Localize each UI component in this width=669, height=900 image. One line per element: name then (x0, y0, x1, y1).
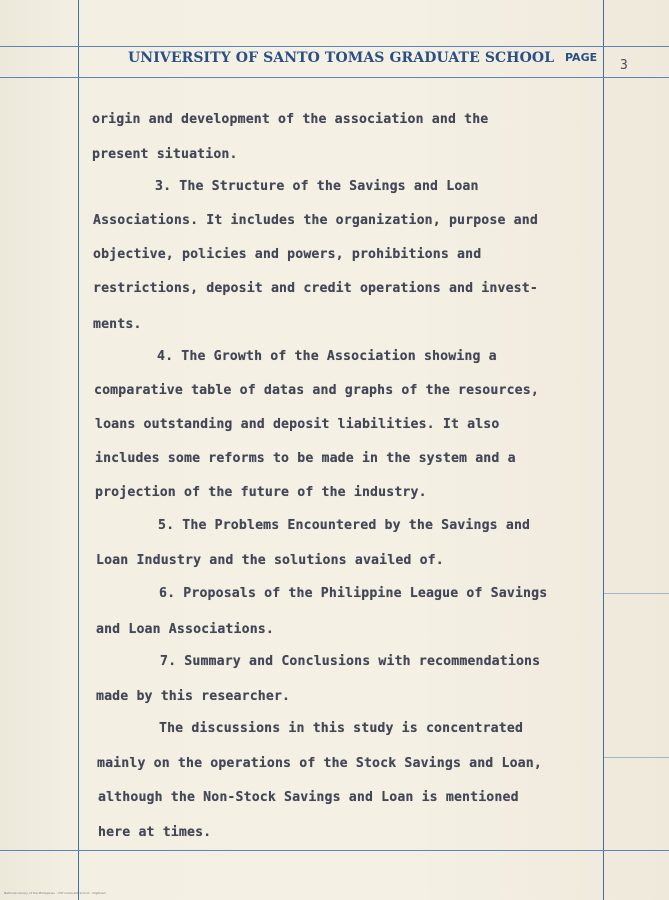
text-line: Loan Industry and the solutions availed of. (96, 553, 444, 568)
right-margin-rule (603, 0, 604, 900)
text-line: although the Non-Stock Savings and Loan is mentioned (98, 790, 519, 805)
text-line: origin and development of the association and the (92, 112, 489, 127)
text-line: here at times. (98, 825, 212, 840)
scan-footer-note: National Library of the Philippines · UST Graduate School · Digitized (4, 891, 106, 895)
list-item-5: 5. The Problems Encountered by the Savings and (158, 518, 531, 533)
right-column-rule (604, 757, 669, 758)
text-line: and Loan Associations. (96, 622, 274, 637)
paragraph-start: The discussions in this study is concentrated (159, 721, 524, 736)
text-line: includes some reforms to be made in the system and a (95, 451, 516, 466)
list-item-3: 3. The Structure of the Savings and Loan (155, 179, 479, 194)
page-label: PAGE (565, 51, 598, 64)
list-item-6: 6. Proposals of the Philippine League of Savings (159, 586, 548, 601)
list-item-7: 7. Summary and Conclusions with recommendations (160, 654, 541, 669)
header-bottom-rule (0, 77, 669, 78)
text-line: Associations. It includes the organization, purpose and (93, 213, 538, 228)
text-line: objective, policies and powers, prohibitions and (93, 247, 482, 262)
text-line: projection of the future of the industry. (95, 485, 427, 500)
text-line: ments. (93, 317, 142, 332)
text-line: present situation. (92, 147, 238, 162)
text-line: restrictions, deposit and credit operations and invest- (93, 281, 538, 296)
page-number: 3 (620, 58, 628, 73)
text-line: made by this researcher. (96, 689, 291, 704)
text-line: loans outstanding and deposit liabilities. It also (95, 417, 500, 432)
text-line: comparative table of datas and graphs of the resources, (94, 383, 539, 398)
left-margin-rule (78, 0, 79, 900)
footer-rule (0, 850, 669, 851)
list-item-4: 4. The Growth of the Association showing a (157, 349, 497, 364)
page-header-title: UNIVERSITY OF SANTO TOMAS GRADUATE SCHOOL (128, 50, 555, 66)
header-top-rule (0, 46, 669, 47)
text-line: mainly on the operations of the Stock Savings and Loan, (97, 756, 542, 771)
right-column-rule (604, 593, 669, 594)
